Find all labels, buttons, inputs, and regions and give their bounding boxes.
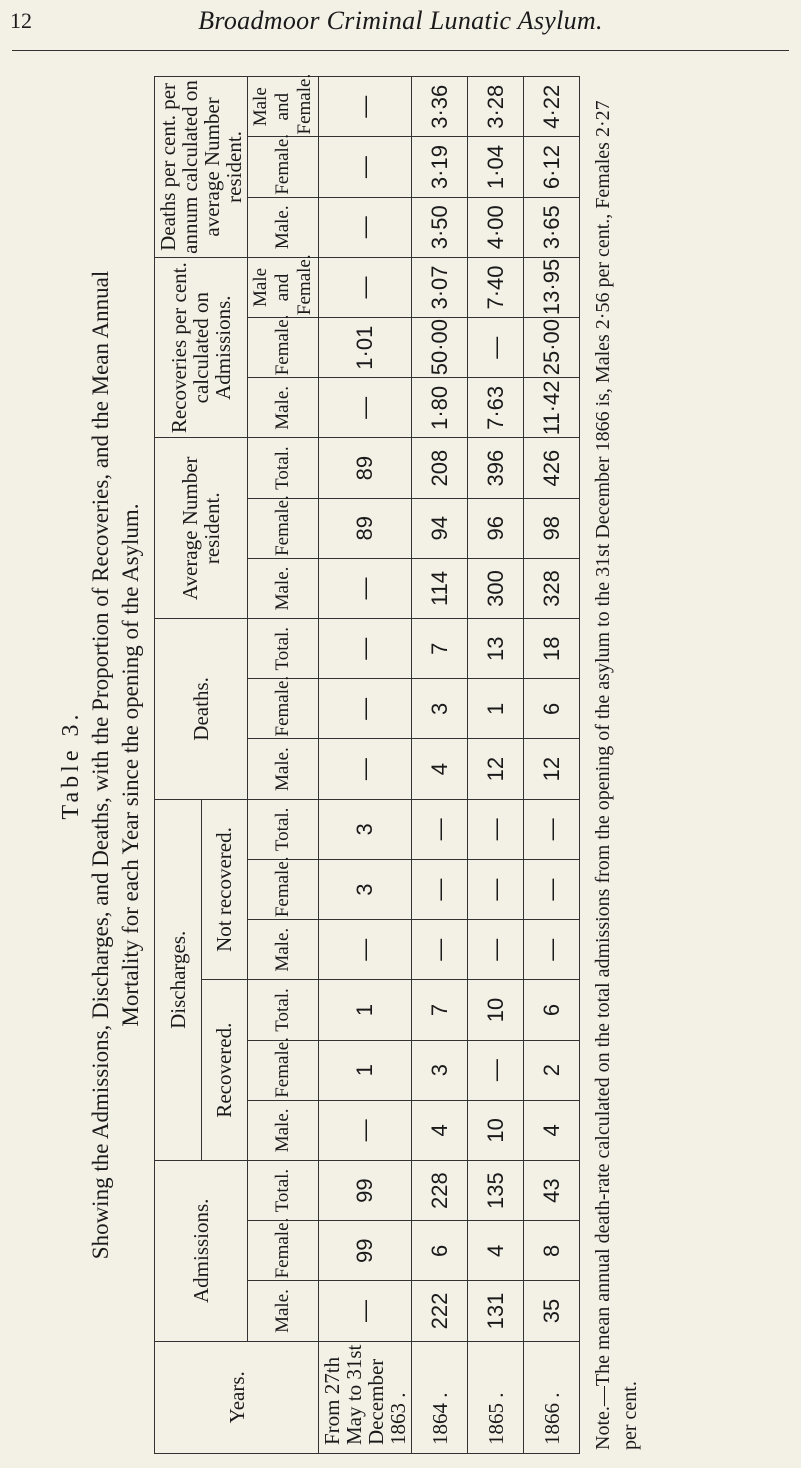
value-cell: 3·65 [524,197,580,257]
value-cell: — [319,197,412,257]
value-cell: 12 [468,739,524,799]
col-rec-male: Male. [248,1100,319,1160]
value-cell: 12 [524,739,580,799]
value-cell: 228 [412,1160,468,1220]
table-row [412,77,468,1454]
value-cell: — [319,1100,412,1160]
value-cell: 6 [524,679,580,739]
col-adm-male: Male. [248,1281,319,1341]
value-cell: 1·01 [319,318,412,378]
value-cell: 6·12 [524,137,580,197]
value-cell: 4 [524,1100,580,1160]
subgroup-recovered: Recovered. [201,980,248,1161]
col-deaths-total: Total. [248,619,319,679]
value-cell: 7·40 [468,257,524,317]
value-cell: 18 [524,619,580,679]
value-cell: 4 [412,739,468,799]
group-average-resident: Average Number resident. [155,438,248,619]
value-cell: 8 [524,1221,580,1281]
value-cell: — [524,859,580,919]
value-cell: 35 [524,1281,580,1341]
value-cell: — [412,920,468,980]
table-row [468,77,524,1454]
value-cell: — [468,1040,524,1100]
page-number: 12 [10,8,32,33]
group-deaths: Deaths. [155,619,248,800]
group-admissions: Admissions. [155,1160,248,1341]
value-cell: 94 [412,498,468,558]
value-cell: 10 [468,980,524,1040]
year-cell: From 27th May to 31st December 1863 . [319,1341,412,1453]
value-cell: 131 [468,1281,524,1341]
value-cell: — [468,859,524,919]
value-cell: 1·04 [468,137,524,197]
value-cell: — [468,920,524,980]
value-cell: — [319,378,412,438]
col-rec-female: Female. [248,1040,319,1100]
value-cell: — [319,679,412,739]
value-cell: 135 [468,1160,524,1220]
value-cell: — [319,257,412,317]
value-cell: — [524,920,580,980]
col-avg-male: Male. [248,558,319,618]
value-cell: 99 [319,1221,412,1281]
col-rate-male: Male. [248,197,319,257]
col-rate-both: Male and Female. [248,77,319,137]
col-recov-both: Male and Female. [248,257,319,317]
value-cell: 300 [468,558,524,618]
value-cell: 50·00 [412,318,468,378]
group-discharges: Discharges. [155,799,202,1160]
value-cell: 6 [524,980,580,1040]
value-cell: — [524,799,580,859]
col-years: Years. [155,1341,319,1453]
table-number: Table 3. [58,710,84,820]
group-death-rate: Deaths per cent. per annum calculated on average Number resident. [155,77,248,258]
statistics-table [154,73,580,1454]
col-rec-total: Total. [248,980,319,1040]
value-cell: — [319,558,412,618]
col-deaths-male: Male. [248,739,319,799]
value-cell: 4 [412,1100,468,1160]
value-cell: — [319,137,412,197]
col-notrec-male: Male. [248,920,319,980]
value-cell: 4·22 [524,77,580,137]
col-recov-female: Female. [248,318,319,378]
rotated-table-block [56,73,746,1454]
value-cell: 426 [524,438,580,498]
value-cell: 3 [412,1040,468,1100]
col-adm-female: Female. [248,1221,319,1281]
col-avg-female: Female. [248,498,319,558]
value-cell: 7 [412,980,468,1040]
value-cell: 3·07 [412,257,468,317]
table-row [524,77,580,1454]
value-cell: 1 [319,980,412,1040]
value-cell: — [412,799,468,859]
value-cell: 7 [412,619,468,679]
table-note: Note.—The mean annual death-rate calculated on the total admissions from the opening of the asylum to the 31st December 1866 is, Males 2·56 per cent., Females 2·27 per cent. [592,100,641,1450]
col-adm-total: Total. [248,1160,319,1220]
value-cell: 10 [468,1100,524,1160]
value-cell: 43 [524,1160,580,1220]
value-cell: 11·42 [524,378,580,438]
value-cell: — [468,799,524,859]
header-rule [12,50,789,51]
value-cell: — [468,318,524,378]
value-cell: — [319,1281,412,1341]
value-cell: 1 [468,679,524,739]
value-cell: 7·63 [468,378,524,438]
value-cell: 3·19 [412,137,468,197]
value-cell: 396 [468,438,524,498]
col-notrec-total: Total. [248,799,319,859]
value-cell: 208 [412,438,468,498]
value-cell: — [319,739,412,799]
col-notrec-female: Female. [248,859,319,919]
value-cell: 3 [412,679,468,739]
year-cell: 1866 . [524,1341,580,1453]
value-cell: 114 [412,558,468,618]
value-cell: 98 [524,498,580,558]
value-cell: 3·36 [412,77,468,137]
caption-line-2: Mortality for each Year since the opening of the Asylum. [118,503,143,1027]
value-cell: 4 [468,1221,524,1281]
value-cell: 328 [524,558,580,618]
value-cell: 3·28 [468,77,524,137]
year-cell: 1864 . [412,1341,468,1453]
value-cell: 6 [412,1221,468,1281]
value-cell: 4·00 [468,197,524,257]
value-cell: 13·95 [524,257,580,317]
running-head: Broadmoor Criminal Lunatic Asylum. [198,6,603,35]
caption-line-1: Showing the Admissions, Discharges, and Deaths, with the Proportion of Recoveries, and the Mean Annual [88,270,113,1260]
col-recov-male: Male. [248,378,319,438]
value-cell: 1·80 [412,378,468,438]
value-cell: 25·00 [524,318,580,378]
table-body [319,77,580,1454]
col-deaths-female: Female. [248,679,319,739]
value-cell: 3·50 [412,197,468,257]
value-cell: 3 [319,799,412,859]
value-cell: — [319,920,412,980]
value-cell: 89 [319,438,412,498]
value-cell: 2 [524,1040,580,1100]
value-cell: — [319,619,412,679]
table-row [319,77,412,1454]
group-recoveries: Recoveries per cent. calculated on Admissions. [155,257,248,438]
value-cell: — [412,859,468,919]
value-cell: 99 [319,1160,412,1220]
value-cell: 13 [468,619,524,679]
year-cell: 1865 . [468,1341,524,1453]
subgroup-not-recovered: Not recovered. [201,799,248,980]
col-avg-total: Total. [248,438,319,498]
value-cell: 89 [319,498,412,558]
table-caption [56,76,146,1454]
value-cell: 222 [412,1281,468,1341]
value-cell: — [319,77,412,137]
value-cell: 3 [319,859,412,919]
col-rate-female: Female. [248,137,319,197]
value-cell: 96 [468,498,524,558]
value-cell: 1 [319,1040,412,1100]
